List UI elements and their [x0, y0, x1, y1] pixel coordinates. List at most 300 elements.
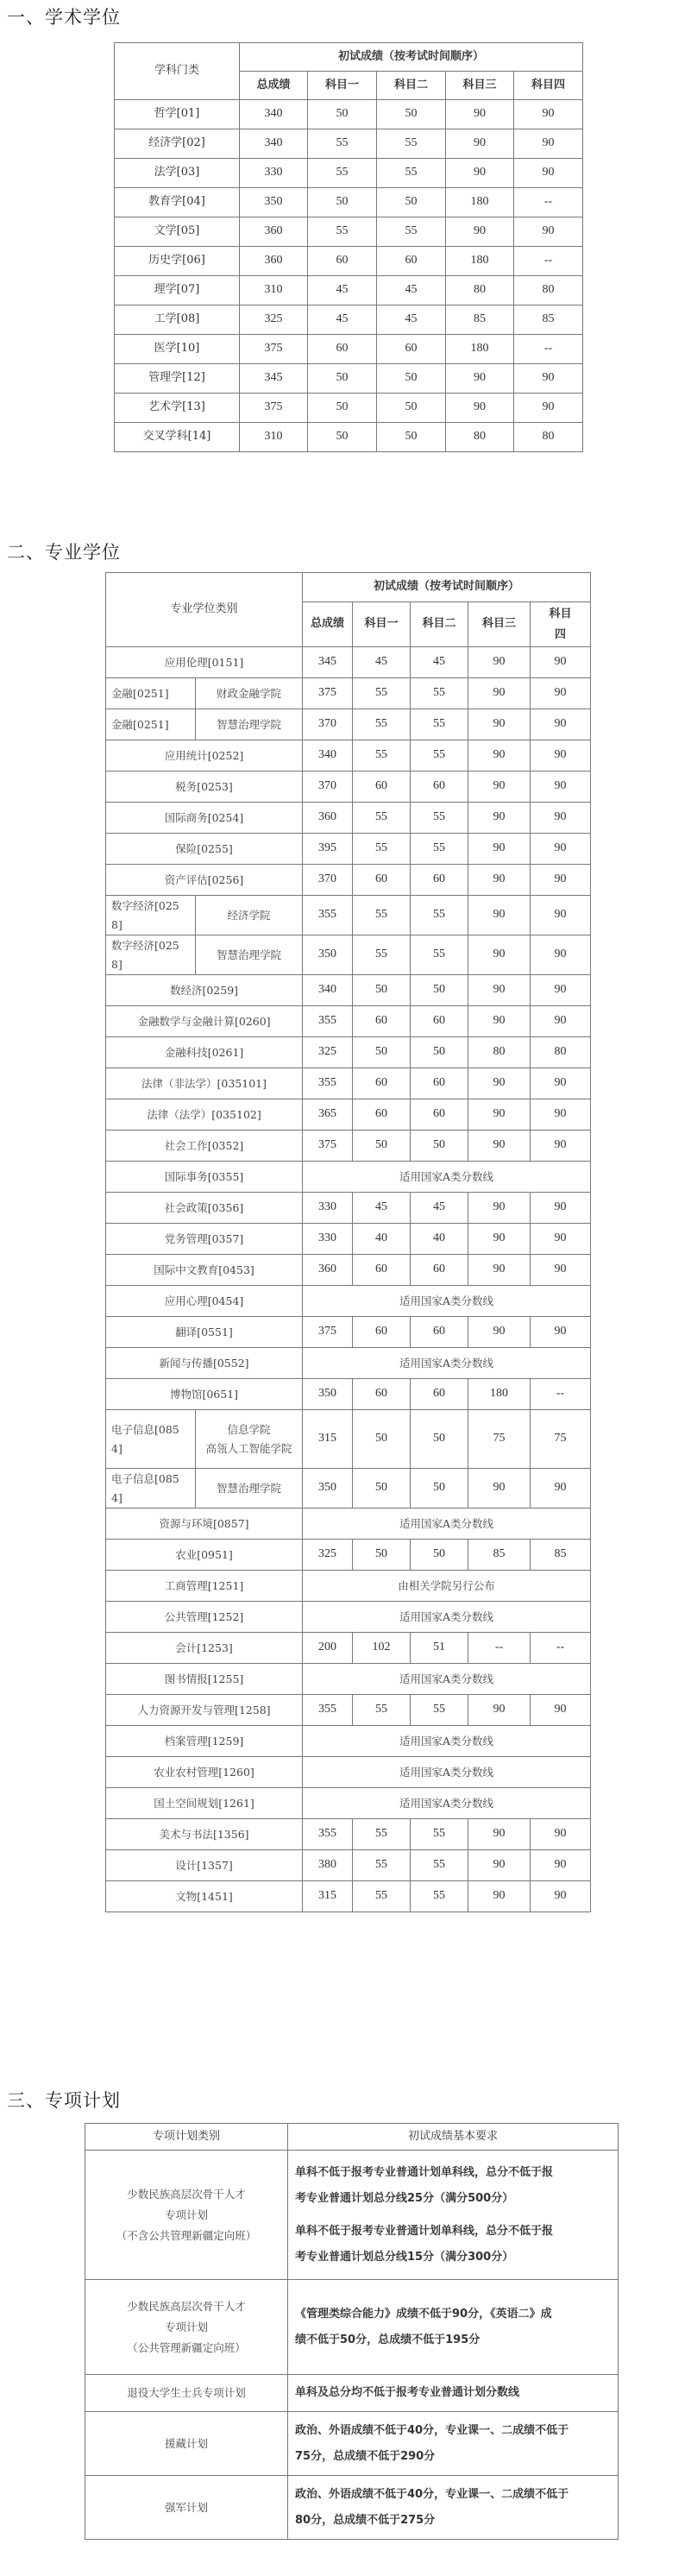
requirement-group	[295, 2415, 611, 2473]
category-cell: 历史学[06]	[115, 247, 240, 276]
subject-score-cell: 55	[353, 678, 411, 709]
category-cell: 会计[1253]	[106, 1633, 303, 1664]
subject-score-cell: 60	[411, 1317, 468, 1348]
subject-score-cell: 90	[531, 709, 591, 740]
subject-score-cell: --	[468, 1633, 531, 1664]
note-cell: 由相关学院另行公布	[303, 1571, 591, 1602]
table-row	[106, 1508, 591, 1540]
category-cell: 美术与书法[1356]	[106, 1819, 303, 1850]
subject-score-cell: --	[514, 335, 583, 364]
subject-score-cell: 90	[531, 1224, 591, 1255]
subject-score-cell: 50	[411, 975, 468, 1006]
requirement-line: 单科不低于报考专业普通计划单科线，总分不低于报	[295, 2224, 554, 2238]
table-row	[85, 2412, 619, 2476]
subject-score-cell: 45	[377, 305, 446, 335]
category-cell: 税务[0253]	[106, 772, 303, 803]
subject-score-cell: 55	[353, 740, 411, 772]
header-score-group: 初试成绩（按考试时间顺序）	[240, 43, 583, 72]
subject-score-cell: 60	[353, 865, 411, 896]
subject-score-cell: 90	[468, 1068, 531, 1099]
subject-score-cell: 50	[411, 1131, 468, 1162]
category-cell: 国土空间规划[1261]	[106, 1788, 303, 1819]
total-score-cell: 370	[303, 709, 353, 740]
total-score-cell: 360	[240, 247, 308, 276]
total-score-cell: 340	[240, 100, 308, 129]
subject-score-cell: 90	[531, 678, 591, 709]
subject-score-cell: 55	[411, 1695, 468, 1726]
school-cell	[196, 709, 303, 740]
category-cell: 金融数学与金融计算[0260]	[106, 1006, 303, 1037]
subject-score-cell: 50	[377, 423, 446, 452]
subject-score-cell: 90	[531, 647, 591, 678]
category-cell: 档案管理[1259]	[106, 1726, 303, 1757]
requirement-group	[295, 2377, 611, 2409]
school-name: 经济学院	[227, 908, 271, 922]
subject-score-cell: 90	[531, 935, 591, 975]
header-total: 总成绩	[240, 72, 308, 100]
subject-score-cell: 90	[468, 1099, 531, 1131]
total-score-cell: 370	[303, 772, 353, 803]
total-score-cell: 365	[303, 1099, 353, 1131]
table-row	[115, 217, 583, 247]
subject-score-cell: 90	[531, 1131, 591, 1162]
plan-category-cell	[85, 2151, 288, 2280]
subject-score-cell: 180	[446, 188, 514, 217]
subject-score-cell: 60	[353, 1099, 411, 1131]
subject-score-cell: 60	[411, 1255, 468, 1286]
subject-score-cell: 60	[353, 772, 411, 803]
total-score-cell: 340	[303, 975, 353, 1006]
category-cell: 公共管理[1252]	[106, 1602, 303, 1633]
total-score-cell: 355	[303, 896, 353, 935]
subject-score-cell: 90	[468, 772, 531, 803]
category-cell: 数字经济[0258]	[106, 935, 196, 975]
subject-score-cell: 60	[308, 335, 377, 364]
subject-score-cell: 90	[531, 740, 591, 772]
category-cell: 哲学[01]	[115, 100, 240, 129]
table-row	[106, 1255, 591, 1286]
subject-score-cell: 55	[353, 896, 411, 935]
subject-score-cell: 50	[411, 1540, 468, 1571]
subject-score-cell: 40	[411, 1224, 468, 1255]
header-subject-1: 科目一	[353, 602, 411, 647]
requirement-cell	[288, 2375, 619, 2412]
table-row	[85, 2280, 619, 2375]
table-row	[106, 935, 591, 975]
subject-score-cell: 90	[468, 1695, 531, 1726]
category-cell: 法律（法学）[035102]	[106, 1099, 303, 1131]
table-row	[115, 276, 583, 305]
table-row	[106, 1881, 591, 1912]
category-cell: 翻译[0551]	[106, 1317, 303, 1348]
subject-score-cell: --	[531, 1633, 591, 1664]
requirement-line: 政治、外语成绩不低于40分，专业课一、二成绩不低于	[295, 2423, 569, 2437]
total-score-cell: 375	[240, 335, 308, 364]
total-score-cell: 350	[303, 1469, 353, 1508]
school-cell	[196, 1469, 303, 1508]
requirement-line: 考专业普通计划总分线15分（满分300分）	[295, 2250, 514, 2264]
table-row	[106, 709, 591, 740]
subject-score-cell: 60	[308, 247, 377, 276]
subject-score-cell: 102	[353, 1633, 411, 1664]
table-row	[115, 423, 583, 452]
category-cell: 图书情报[1255]	[106, 1664, 303, 1695]
subject-score-cell: 90	[531, 896, 591, 935]
header-subject-4: 科目四	[514, 72, 583, 100]
requirement-cell	[288, 2280, 619, 2375]
subject-score-cell: 180	[446, 247, 514, 276]
subject-score-cell: 180	[446, 335, 514, 364]
subject-score-cell: 55	[377, 159, 446, 188]
subject-score-cell: 55	[411, 834, 468, 865]
subject-score-cell: 55	[353, 803, 411, 834]
table-row	[115, 335, 583, 364]
subject-score-cell: 80	[446, 423, 514, 452]
subject-score-cell: 90	[531, 1255, 591, 1286]
table-row	[106, 740, 591, 772]
subject-score-cell: 50	[377, 394, 446, 423]
subject-score-cell: 90	[514, 100, 583, 129]
subject-score-cell: 55	[353, 1819, 411, 1850]
subject-score-cell: 90	[531, 1469, 591, 1508]
subject-score-cell: 90	[468, 740, 531, 772]
category-cell: 国际商务[0254]	[106, 803, 303, 834]
subject-score-cell: 90	[531, 1099, 591, 1131]
school-cell	[196, 1410, 303, 1469]
table-row	[115, 100, 583, 129]
plan-name-line: （不含公共管理新疆定向班）	[116, 2228, 257, 2242]
subject-score-cell: 90	[468, 1819, 531, 1850]
subject-score-cell: 85	[468, 1540, 531, 1571]
subject-score-cell: 90	[468, 1850, 531, 1881]
subject-score-cell: 50	[411, 1469, 468, 1508]
section-title-professional: 二、专业学位	[7, 542, 121, 563]
category-cell: 国际事务[0355]	[106, 1162, 303, 1193]
subject-score-cell: 90	[468, 709, 531, 740]
category-cell: 应用统计[0252]	[106, 740, 303, 772]
category-cell: 资源与环境[0857]	[106, 1508, 303, 1540]
category-cell: 医学[10]	[115, 335, 240, 364]
total-score-cell: 375	[303, 1317, 353, 1348]
table-row	[106, 1131, 591, 1162]
total-score-cell: 330	[303, 1224, 353, 1255]
subject-score-cell: --	[514, 247, 583, 276]
table-row	[115, 159, 583, 188]
table-row	[115, 364, 583, 394]
subject-score-cell: 55	[353, 1850, 411, 1881]
subject-score-cell: 55	[411, 1819, 468, 1850]
table-row	[115, 305, 583, 335]
subject-score-cell: 90	[531, 1193, 591, 1224]
note-cell: 适用国家A类分数线	[303, 1664, 591, 1695]
requirement-cell	[288, 2412, 619, 2476]
table-row	[106, 1850, 591, 1881]
subject-score-cell: --	[514, 188, 583, 217]
table-row	[106, 1788, 591, 1819]
section-title-special: 三、专项计划	[7, 2090, 121, 2111]
subject-score-cell: 45	[308, 305, 377, 335]
category-cell: 教育学[04]	[115, 188, 240, 217]
subject-score-cell: 55	[353, 935, 411, 975]
total-score-cell: 370	[303, 865, 353, 896]
category-cell: 工学[08]	[115, 305, 240, 335]
subject-score-cell: 85	[514, 305, 583, 335]
school-name: 财政金融学院	[217, 686, 282, 700]
requirement-cell	[288, 2476, 619, 2540]
school-name: 智慧治理学院	[217, 1481, 282, 1495]
total-score-cell: 345	[303, 647, 353, 678]
category-cell: 管理学[12]	[115, 364, 240, 394]
subject-score-cell: 80	[514, 423, 583, 452]
header-subject-4	[531, 602, 591, 647]
total-score-cell: 350	[303, 935, 353, 975]
subject-score-cell: 50	[308, 188, 377, 217]
table-row	[106, 1006, 591, 1037]
subject-score-cell: 90	[446, 217, 514, 247]
subject-score-cell: 90	[531, 772, 591, 803]
subject-score-cell: 55	[353, 709, 411, 740]
note-cell: 适用国家A类分数线	[303, 1508, 591, 1540]
subject-score-cell: 90	[531, 1317, 591, 1348]
subject-score-cell: 50	[308, 100, 377, 129]
table-row	[115, 394, 583, 423]
subject-score-cell: 90	[468, 803, 531, 834]
subject-score-cell: --	[531, 1379, 591, 1410]
subject-score-cell: 60	[377, 247, 446, 276]
total-score-cell: 355	[303, 1819, 353, 1850]
table-row	[85, 2151, 619, 2280]
table-row	[106, 1068, 591, 1099]
subject-score-cell: 55	[411, 709, 468, 740]
category-cell: 金融[0251]	[106, 678, 196, 709]
requirement-line: 政治、外语成绩不低于40分，专业课一、二成绩不低于	[295, 2487, 569, 2501]
note-cell: 适用国家A类分数线	[303, 1286, 591, 1317]
plan-name-line: 少数民族高层次骨干人才	[127, 2187, 246, 2201]
requirement-line: 单科不低于报考专业普通计划单科线，总分不低于报	[295, 2165, 554, 2179]
table-row	[106, 1099, 591, 1131]
plan-name-line: 退役大学生士兵专项计划	[127, 2386, 246, 2399]
subject-score-cell: 55	[411, 1850, 468, 1881]
subject-score-cell: 75	[531, 1410, 591, 1469]
category-cell: 保险[0255]	[106, 834, 303, 865]
subject-score-cell: 90	[468, 896, 531, 935]
subject-score-cell: 90	[514, 364, 583, 394]
plan-name-line: 强军计划	[164, 2500, 208, 2514]
table-row	[106, 678, 591, 709]
subject-score-cell: 50	[411, 1410, 468, 1469]
plan-name-line: 专项计划	[164, 2208, 208, 2221]
header-category: 专项计划类别	[85, 2124, 288, 2151]
total-score-cell: 350	[240, 188, 308, 217]
total-score-cell: 395	[303, 834, 353, 865]
header-subject-3: 科目三	[468, 602, 531, 647]
table-row	[106, 1469, 591, 1508]
requirement-group	[295, 2157, 611, 2215]
academic-degree-table	[114, 42, 583, 452]
subject-score-cell: 50	[377, 364, 446, 394]
total-score-cell: 360	[303, 1255, 353, 1286]
plan-name-line: 专项计划	[164, 2320, 208, 2334]
subject-score-cell: 50	[353, 1469, 411, 1508]
total-score-cell: 325	[303, 1037, 353, 1068]
total-score-cell: 325	[303, 1540, 353, 1571]
requirement-line: 单科及总分均不低于报考专业普通计划分数线	[295, 2386, 520, 2399]
table-row	[106, 647, 591, 678]
subject-score-cell: 50	[353, 1410, 411, 1469]
subject-score-cell: 90	[468, 1469, 531, 1508]
table-row	[106, 1317, 591, 1348]
requirement-line: 80分，总成绩不低于275分	[295, 2513, 436, 2527]
total-score-cell: 200	[303, 1633, 353, 1664]
subject-score-cell: 60	[411, 1099, 468, 1131]
total-score-cell: 340	[303, 740, 353, 772]
subject-score-cell: 50	[377, 188, 446, 217]
category-cell: 理学[07]	[115, 276, 240, 305]
table-row	[106, 1819, 591, 1850]
school-name: 高瓴人工智能学院	[205, 1441, 292, 1455]
table-row	[106, 1348, 591, 1379]
subject-score-cell: 90	[531, 865, 591, 896]
total-score-cell: 330	[303, 1193, 353, 1224]
category-cell: 数经济[0259]	[106, 975, 303, 1006]
category-cell: 社会工作[0352]	[106, 1131, 303, 1162]
subject-score-cell: 55	[308, 159, 377, 188]
subject-score-cell: 60	[353, 1317, 411, 1348]
table-row	[106, 1540, 591, 1571]
subject-score-cell: 55	[411, 678, 468, 709]
category-cell: 交叉学科[14]	[115, 423, 240, 452]
subject-score-cell: 90	[468, 1006, 531, 1037]
subject-score-cell: 50	[411, 1037, 468, 1068]
plan-name-line: （公共管理新疆定向班）	[127, 2340, 246, 2354]
school-name: 智慧治理学院	[217, 948, 282, 961]
subject-score-cell: 85	[446, 305, 514, 335]
table-row	[106, 772, 591, 803]
plan-name-line: 少数民族高层次骨干人才	[127, 2299, 246, 2313]
subject-score-cell: 55	[411, 1881, 468, 1912]
category-cell: 艺术学[13]	[115, 394, 240, 423]
subject-score-cell: 80	[531, 1037, 591, 1068]
total-score-cell: 360	[303, 803, 353, 834]
subject-score-cell: 60	[353, 1006, 411, 1037]
school-name: 智慧治理学院	[217, 717, 282, 731]
subject-score-cell: 60	[411, 1379, 468, 1410]
subject-score-cell: 50	[377, 100, 446, 129]
note-cell: 适用国家A类分数线	[303, 1602, 591, 1633]
subject-score-cell: 50	[353, 1131, 411, 1162]
table-row	[106, 834, 591, 865]
table-row	[106, 975, 591, 1006]
table-row	[115, 129, 583, 159]
table-row	[106, 865, 591, 896]
category-cell: 设计[1357]	[106, 1850, 303, 1881]
header-requirement: 初试成绩基本要求	[288, 2124, 619, 2151]
table-row	[115, 247, 583, 276]
category-cell: 经济学[02]	[115, 129, 240, 159]
total-score-cell: 315	[303, 1410, 353, 1469]
category-cell: 电子信息[0854]	[106, 1410, 196, 1469]
total-score-cell: 360	[240, 217, 308, 247]
subject-score-cell: 60	[411, 772, 468, 803]
subject-score-cell: 55	[308, 129, 377, 159]
subject-score-cell: 90	[514, 394, 583, 423]
table-row	[106, 1695, 591, 1726]
table-row	[106, 896, 591, 935]
subject-score-cell: 45	[308, 276, 377, 305]
subject-score-cell: 45	[353, 647, 411, 678]
total-score-cell: 350	[303, 1379, 353, 1410]
header-subject-2: 科目二	[411, 602, 468, 647]
total-score-cell: 310	[240, 423, 308, 452]
subject-score-cell: 55	[353, 1881, 411, 1912]
table-row	[106, 1664, 591, 1695]
requirement-group	[295, 2298, 611, 2357]
subject-score-cell: 55	[411, 803, 468, 834]
table-row	[106, 1193, 591, 1224]
subject-score-cell: 90	[531, 1881, 591, 1912]
subject-score-cell: 50	[308, 423, 377, 452]
requirement-line: 75分，总成绩不低于290分	[295, 2449, 436, 2463]
note-cell: 适用国家A类分数线	[303, 1348, 591, 1379]
header-total: 总成绩	[303, 602, 353, 647]
category-cell: 党务管理[0357]	[106, 1224, 303, 1255]
subject-score-cell: 90	[468, 647, 531, 678]
subject-score-cell: 90	[514, 129, 583, 159]
category-cell: 法律（非法学）[035101]	[106, 1068, 303, 1099]
note-cell: 适用国家A类分数线	[303, 1757, 591, 1788]
subject-score-cell: 60	[353, 1379, 411, 1410]
professional-degree-table	[105, 572, 591, 1912]
subject-score-cell: 90	[468, 1255, 531, 1286]
category-cell: 电子信息[0854]	[106, 1469, 196, 1508]
subject-score-cell: 90	[468, 935, 531, 975]
category-cell: 新闻与传播[0552]	[106, 1348, 303, 1379]
subject-score-cell: 75	[468, 1410, 531, 1469]
subject-score-cell: 51	[411, 1633, 468, 1664]
subject-score-cell: 60	[353, 1068, 411, 1099]
category-cell: 应用心理[0454]	[106, 1286, 303, 1317]
subject-score-cell: 90	[514, 159, 583, 188]
table-row	[106, 1602, 591, 1633]
table-row	[106, 803, 591, 834]
category-cell: 国际中文教育[0453]	[106, 1255, 303, 1286]
table-row	[106, 1633, 591, 1664]
header-subject-2: 科目二	[377, 72, 446, 100]
total-score-cell: 355	[303, 1006, 353, 1037]
plan-category-cell	[85, 2412, 288, 2476]
subject-score-cell: 180	[468, 1379, 531, 1410]
subject-score-cell: 55	[411, 740, 468, 772]
table-row	[106, 1410, 591, 1469]
subject-score-cell: 90	[446, 159, 514, 188]
category-cell: 人力资源开发与管理[1258]	[106, 1695, 303, 1726]
subject-score-cell: 90	[446, 100, 514, 129]
total-score-cell: 380	[303, 1850, 353, 1881]
requirement-group	[295, 2215, 611, 2274]
note-cell: 适用国家A类分数线	[303, 1726, 591, 1757]
total-score-cell: 310	[240, 276, 308, 305]
school-cell	[196, 935, 303, 975]
requirement-line: 《管理类综合能力》成绩不低于90分，《英语二》成	[295, 2307, 552, 2321]
total-score-cell: 375	[303, 678, 353, 709]
school-cell	[196, 896, 303, 935]
subject-score-cell: 90	[531, 1819, 591, 1850]
plan-category-cell	[85, 2476, 288, 2540]
table-row	[106, 1379, 591, 1410]
requirement-line: 绩不低于50分，总成绩不低于195分	[295, 2333, 481, 2346]
subject-score-cell: 90	[514, 217, 583, 247]
school-name: 信息学院	[227, 1422, 271, 1436]
